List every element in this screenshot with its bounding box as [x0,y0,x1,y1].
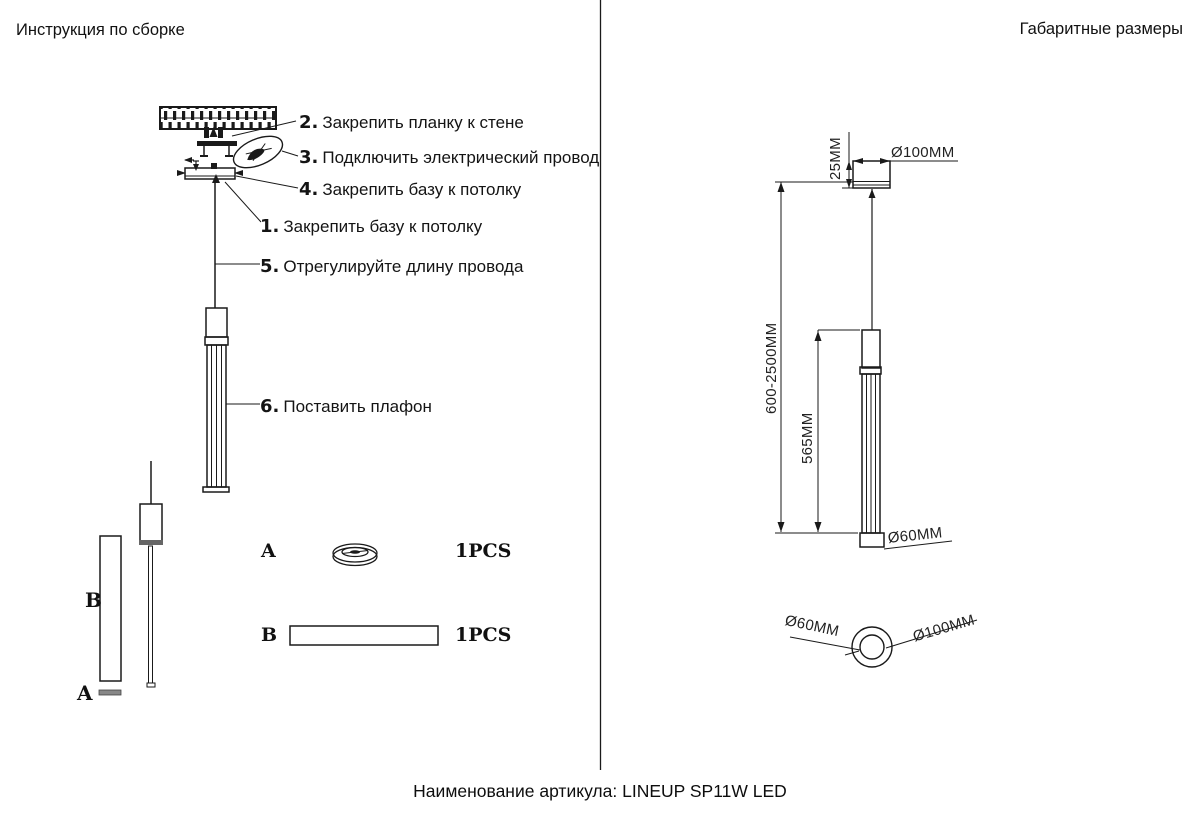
step-4-text: Закрепить базу к потолку [322,180,522,199]
step-2-text: Закрепить планку к стене [322,113,524,132]
step-6 [260,396,432,417]
part-a-ring [333,544,377,566]
dim-suspension-label: 600-2500MM [763,322,780,414]
step-6-number: 6. [260,396,280,417]
mounting-bracket [197,141,237,156]
step-6-text: Поставить плафон [283,397,432,416]
dim-suspension [775,182,858,533]
step-1-number: 1. [260,216,280,237]
part-a-qty: 1PCS [455,540,512,562]
step-2-number: 2. [299,112,319,133]
ceiling-hatch [160,107,276,129]
wire-callout [229,130,287,174]
step-2 [299,112,524,133]
step-5-text: Отрегулируйте длину провода [283,257,524,276]
dim-shade-length-label: 565MM [799,412,816,464]
step-4-number: 4. [299,179,319,200]
step-4 [299,179,521,200]
bottom-view-outer-label: Ø100MM [911,611,977,646]
step-3 [299,147,599,168]
dim-wire [869,189,876,330]
spare-ring-side [99,690,121,695]
dim-canopy [853,161,890,188]
spare-socket-rod [139,461,163,687]
right-section-title: Габаритные размеры [1019,20,1183,38]
dim-canopy-height-label: 25MM [827,137,844,180]
dimension-drawing [775,132,977,667]
screw-symbols [184,157,199,171]
spare-a-label: A [77,681,93,705]
dim-canopy-diameter-label: Ø100MM [891,144,955,161]
part-b-label: B [261,624,278,646]
part-a-label: A [261,540,276,562]
spare-shade [100,536,121,681]
spare-b-label: B [85,588,102,612]
article-caption: Наименование артикула: LINEUP SP11W LED [413,781,787,801]
dim-shade-diameter-label: Ø60MM [887,524,944,547]
canopy [177,163,243,183]
left-section-title: Инструкция по сборке [16,21,185,39]
step-1-text: Закрепить базу к потолку [283,217,483,236]
pendant-lamp [203,308,229,492]
dim-shade-length [815,330,861,532]
step-3-number: 3. [299,147,319,168]
part-b-qty: 1PCS [455,624,512,646]
step-5 [260,256,523,277]
step-3-text: Подключить электрический провод [322,148,600,167]
step-5-number: 5. [260,256,280,277]
part-b-tube [290,626,438,645]
dim-lamp-body [860,330,884,547]
step-1 [260,216,482,237]
bottom-view-inner-label: Ø60MM [783,612,841,641]
wall-anchors [204,127,223,138]
